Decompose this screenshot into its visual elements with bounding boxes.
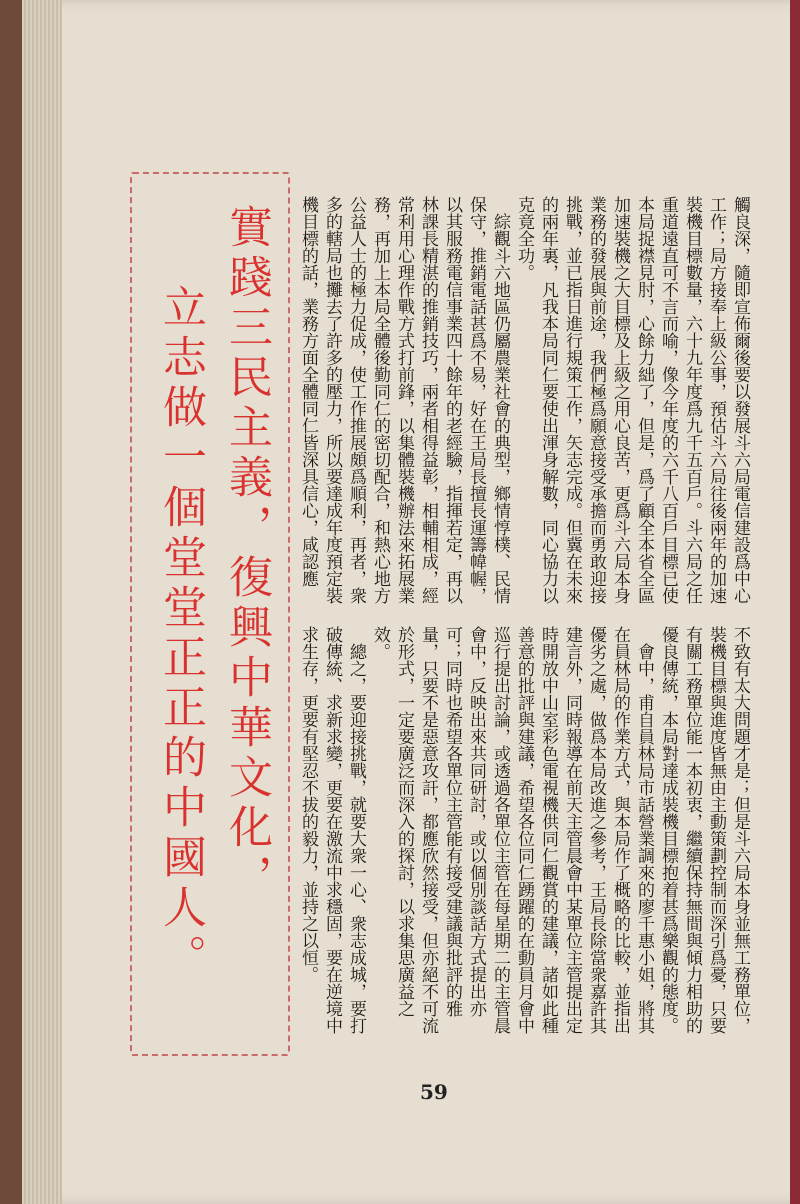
book-cover-edge [790, 0, 800, 1204]
slogan-line-1: 實踐三民主義，復興中華文化， [221, 204, 272, 904]
book-page [22, 0, 792, 1204]
page-edge-stack [22, 0, 62, 1204]
page-number: 59 [420, 1080, 448, 1104]
slogan-line-2: 立志做一個堂堂正正的中國人。 [155, 284, 206, 984]
body-text-bottom: 不致有太大問題才是；但是斗六局本身並無工務單位，裝機目標與進度皆無由主動策劃控制而深引爲憂，只要有關工務單位能一本初衷，繼續保持無間與傾力相助的優良傳統，本局對達成裝機目標抱着甚爲樂觀的態度。 會中，甫自員林局市話營業調來的廖千惠小姐，將其在員林局的作業方式，與本局作了概略的比較，並指出優劣之處，做爲本局改進之參考，王局長除當衆嘉許其建言外，同時報導在前天主管晨會中某單位主管提出定時開放中山室彩色電視機供同仁觀賞的建議，諸如此種善意的批評與建議，希望各位同仁踴躍的在動員月會中巡行提出討論，或透過各單位主管在每星期二的主管晨會中，反映出來共同研討，或以個別談話方式提出亦可；同時也希望各單位主管能有接受建議與批評的雅量，只要不是惡意攻訐，都應欣然接受，但亦絕不可流於形式，一定要廣泛而深入的探討，以求集思廣益之效。 總之，要迎接挑戰，就要大衆一心、衆志成城，要打破傳統、求新求變，更要在激流中求穩固，要在逆境中求生存，更要有堅忍不拔的毅力，並持之以恒。 [298, 626, 750, 1034]
body-text-top: 觸良深，隨即宣佈爾後要以發展斗六局電信建設爲中心工作；局方接奉上級公事，預估斗六局往後兩年的加速裝機目標數量，六十九年度爲九千五百戶。斗六局之任重道遠直可不言而喻，像今年度的六千八百戶目標已使本局捉襟見肘，心餘力絀了，但是，爲了顧全本省全區加速裝機之大目標及上級之用心良苦，更爲斗六局本身業務的發展與前途，我們極爲願意接受承擔而勇敢迎接挑戰，並已指日進行規策工作，矢志完成。但冀在未來的兩年裏，凡我本局同仁要使出渾身解數，同心協力以克竟全功。 綜觀斗六地區仍屬農業社會的典型，鄉情惇樸、民情保守，推銷電話甚爲不易，好在王局長擅長運籌幃幄，以其服務電信事業四十餘年的老經驗，指揮若定，再以林課長精湛的推銷技巧，兩者相得益彰，相輔相成，經常利用心理作戰方式打前鋒，以集體裝機辦法來拓展業務，再加上本局全體後勤同仁的密切配合，和熱心地方公益人士的極力促成，使工作推展頗爲順利，再者，衆多的轄局也攤去了許多的壓力，所以要達成年度預定裝機目標的話，業務方面全體同仁皆深具信心，咸認應 [298, 196, 750, 604]
slogan-box [130, 172, 290, 1056]
